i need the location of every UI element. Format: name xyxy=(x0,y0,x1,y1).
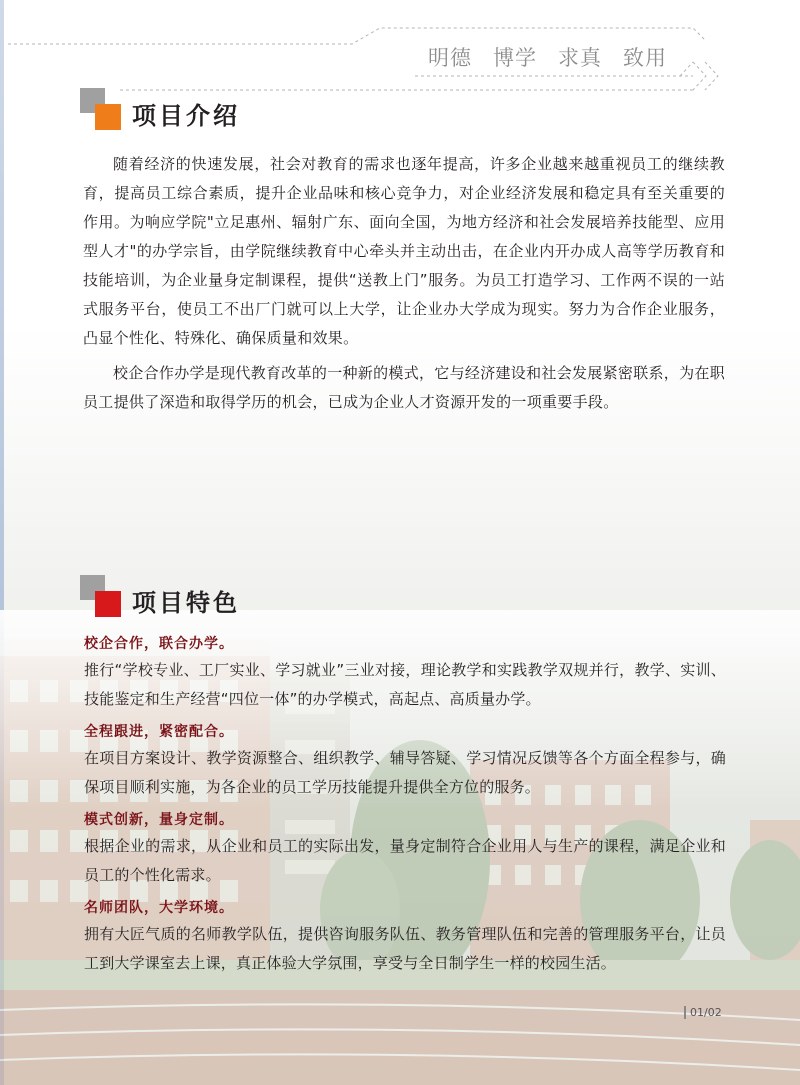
motto-word: 明德 xyxy=(428,46,472,70)
intro-title: 项目介绍 xyxy=(132,102,240,130)
features-section-heading xyxy=(80,575,480,625)
feature-item xyxy=(84,896,726,978)
feature-body: 在项目方案设计、教学资源整合、组织教学、辅导答疑、学习情况反馈等各个方面全程参与，确保项目顺利实施，为各企业的员工学历技能提升提供全方位的服务。 xyxy=(84,749,726,796)
intro-paragraph: 校企合作办学是现代教育改革的一种新的模式，它与经济建设和社会发展紧密联系，为在职员工提供了深造和取得学历的机会，已成为企业人才资源开发的一项重要手段。 xyxy=(83,364,726,411)
feature-title: 名师团队，大学环境。 xyxy=(84,900,234,916)
features-list xyxy=(84,632,726,984)
motto-word: 博学 xyxy=(493,46,537,70)
feature-title: 校企合作，联合办学。 xyxy=(84,636,234,652)
page-number: 01/02 xyxy=(684,1006,722,1019)
feature-body: 推行“学校专业、工厂实业、学习就业”三业对接，理论教学和实践教学双规并行，教学、实训、技能鉴定和生产经营“四位一体”的办学模式，高起点、高质量办学。 xyxy=(84,661,726,708)
motto-word: 致用 xyxy=(623,46,667,70)
intro-section-heading xyxy=(80,88,480,138)
feature-title: 模式创新，量身定制。 xyxy=(84,812,234,828)
motto-word: 求真 xyxy=(558,46,602,70)
heading-orange-square xyxy=(95,104,121,130)
feature-item xyxy=(84,720,726,802)
heading-red-square xyxy=(95,591,121,617)
intro-paragraph: 随着经济的快速发展，社会对教育的需求也逐年提高，许多企业越来越重视员工的继续教育，提高员工综合素质，提升企业品味和核心竞争力，对企业经济发展和稳定具有至关重要的作用。为响应学院"立足惠州、辐射广东、面向全国，为地方经济和社会发展培养技能型、应用型人才"的办学宗旨，由学院继续教育中心牵头并主动出击，在企业内开办成人高等学历教育和技能培训，为企业量身定制课程，提供“送教上门”服务。为员工打造学习、工作两不误的一站式服务平台，使员工不出厂门就可以上大学，让企业办大学成为现实。努力为合作企业服务，凸显个性化、特殊化、确保质量和效果。 xyxy=(83,155,725,347)
features-title: 项目特色 xyxy=(132,589,240,617)
feature-item xyxy=(84,632,726,714)
feature-title: 全程跟进，紧密配合。 xyxy=(84,724,234,740)
school-motto xyxy=(428,42,667,72)
feature-body: 根据企业的需求，从企业和员工的实际出发，量身定制符合企业用人与生产的课程，满足企业和员工的个性化需求。 xyxy=(84,837,726,884)
feature-item xyxy=(84,808,726,890)
feature-body: 拥有大匠气质的名师教学队伍，提供咨询服务队伍、教务管理队伍和完善的管理服务平台，让员工到大学课室去上课，真正体验大学氛围，享受与全日制学生一样的校园生活。 xyxy=(84,925,726,972)
intro-text xyxy=(83,150,725,423)
